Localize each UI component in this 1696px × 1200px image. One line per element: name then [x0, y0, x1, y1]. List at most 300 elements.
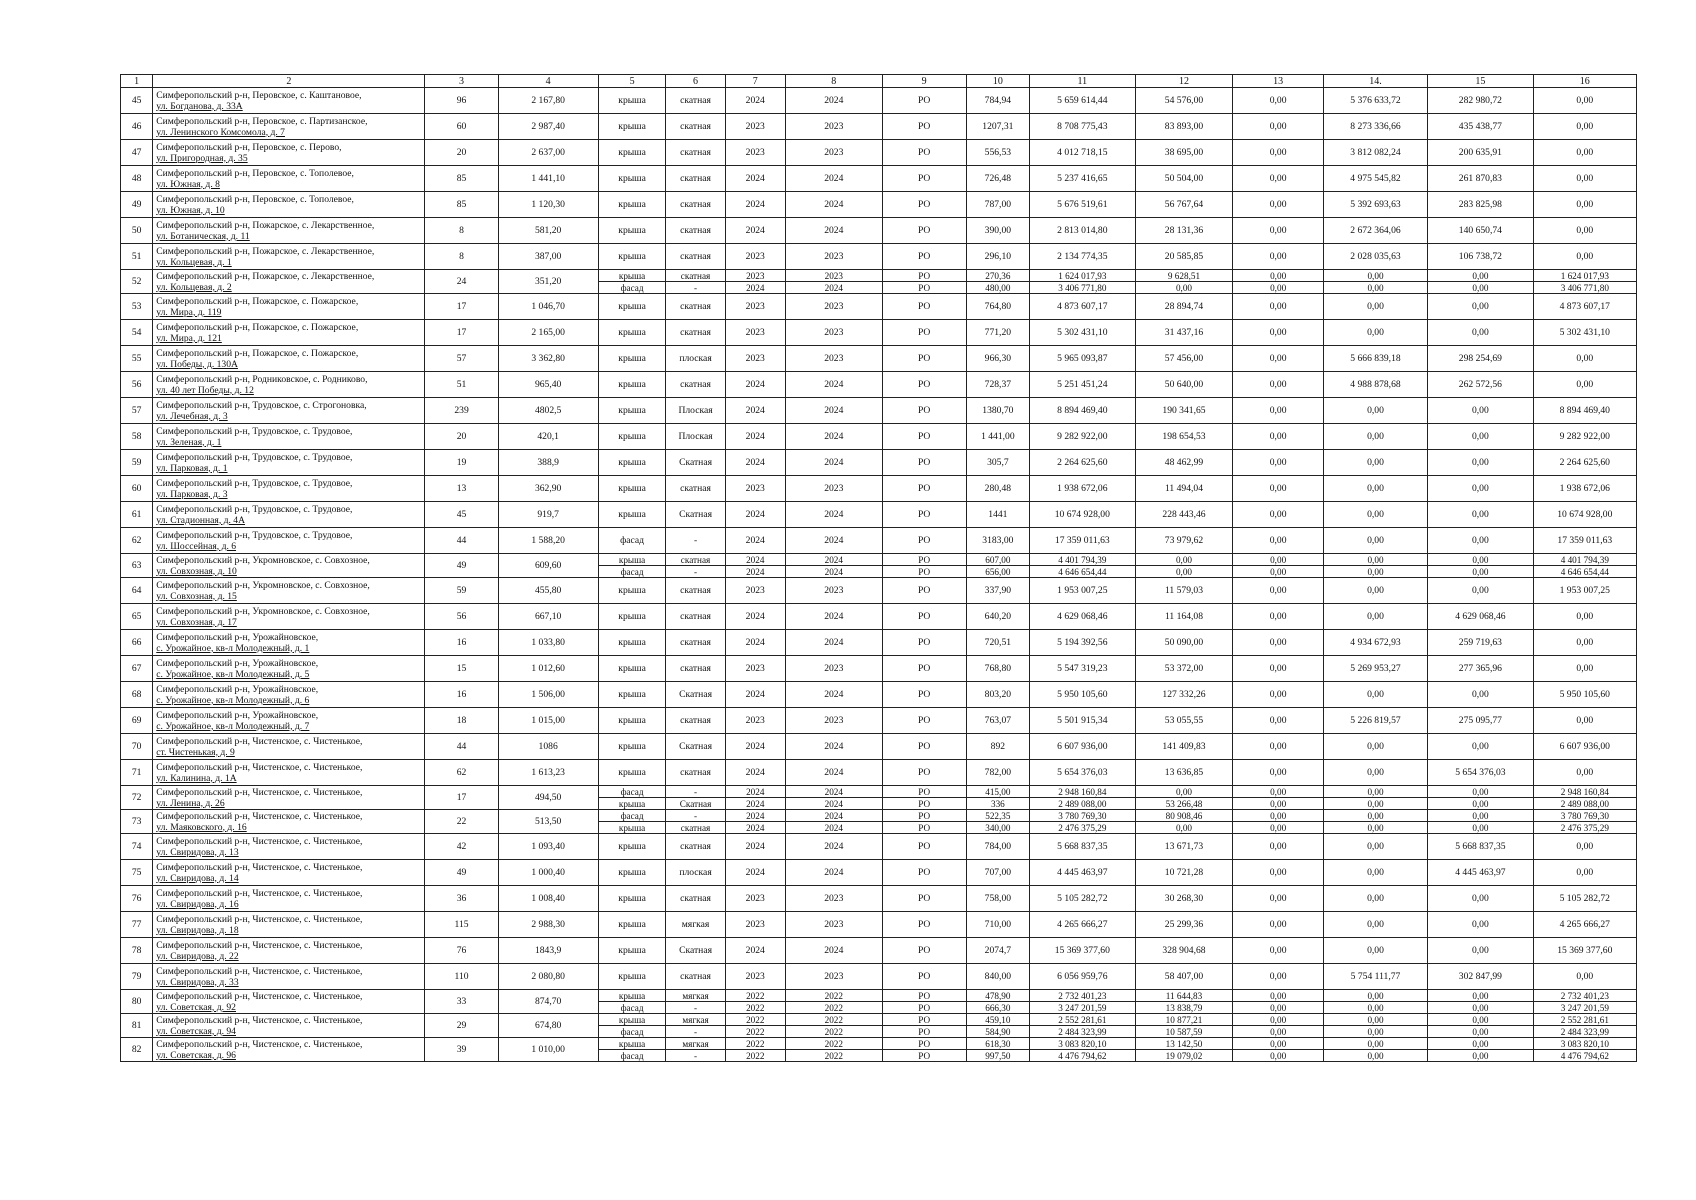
start-year-cell: 2024: [725, 810, 785, 822]
row-number-cell: 59: [121, 450, 153, 476]
table-row: [121, 192, 1637, 218]
col15-cell: 0,00: [1428, 886, 1533, 912]
table-row: [121, 630, 1637, 656]
col14-cell: 0,00: [1323, 798, 1427, 810]
col15-cell: 0,00: [1428, 282, 1533, 294]
residents-cell: 17: [425, 786, 498, 810]
column-header-16: 16: [1533, 75, 1636, 88]
element-cell: фасад: [598, 1002, 666, 1014]
total-cost-cell: 6 056 959,76: [1030, 964, 1135, 990]
element-cell: крыша: [598, 554, 666, 566]
col15-cell: 0,00: [1428, 912, 1533, 938]
roof-type-cell: скатная: [666, 834, 725, 860]
method-cell: РО: [882, 270, 966, 282]
residents-cell: 39: [425, 1038, 498, 1062]
col13-cell: 0,00: [1233, 346, 1323, 372]
start-year-cell: 2024: [725, 424, 785, 450]
col15-cell: 259 719,63: [1428, 630, 1533, 656]
total-cost-cell: 2 476 375,29: [1030, 822, 1135, 834]
address-line-2: ул. Совхозная, д. 15: [156, 590, 237, 602]
residents-cell: 8: [425, 218, 498, 244]
area-cell: 4802,5: [498, 398, 598, 424]
col12-cell: 28 894,74: [1135, 294, 1233, 320]
method-cell: РО: [882, 708, 966, 734]
col16-cell: 2 732 401,23: [1533, 990, 1636, 1002]
address-cell: [153, 476, 425, 502]
col13-cell: 0,00: [1233, 734, 1323, 760]
start-year-cell: 2022: [725, 1038, 785, 1050]
col12-cell: 10 587,59: [1135, 1026, 1233, 1038]
residents-cell: 16: [425, 630, 498, 656]
col14-cell: 2 672 364,06: [1323, 218, 1427, 244]
element-cell: крыша: [598, 346, 666, 372]
method-cell: РО: [882, 682, 966, 708]
address-line-1: Симферопольский р-н, Трудовское, с. Строгоновка,: [156, 399, 367, 411]
volume-cell: 2074,7: [966, 938, 1029, 964]
total-cost-cell: 8 708 775,43: [1030, 114, 1135, 140]
address-line-1: Симферопольский р-н, Трудовское, с. Трудовое,: [156, 529, 353, 541]
end-year-cell: 2023: [785, 656, 882, 682]
col16-cell: 17 359 011,63: [1533, 528, 1636, 554]
volume-cell: 784,94: [966, 88, 1029, 114]
end-year-cell: 2024: [785, 372, 882, 398]
method-cell: РО: [882, 964, 966, 990]
column-header-7: 7: [725, 75, 785, 88]
area-cell: 1 010,00: [498, 1038, 598, 1062]
col16-cell: 1 953 007,25: [1533, 578, 1636, 604]
residents-cell: 110: [425, 964, 498, 990]
total-cost-cell: 5 547 319,23: [1030, 656, 1135, 682]
element-cell: крыша: [598, 88, 666, 114]
total-cost-cell: 2 552 281,61: [1030, 1014, 1135, 1026]
col12-cell: 13 838,79: [1135, 1002, 1233, 1014]
col14-cell: 0,00: [1323, 1026, 1427, 1038]
total-cost-cell: 2 264 625,60: [1030, 450, 1135, 476]
end-year-cell: 2024: [785, 630, 882, 656]
roof-type-cell: Скатная: [666, 734, 725, 760]
residents-cell: 15: [425, 656, 498, 682]
col16-cell: 0,00: [1533, 88, 1636, 114]
area-cell: 3 362,80: [498, 346, 598, 372]
volume-cell: 720,51: [966, 630, 1029, 656]
roof-type-cell: Скатная: [666, 682, 725, 708]
address-cell: [153, 554, 425, 578]
col14-cell: 8 273 336,66: [1323, 114, 1427, 140]
volume-cell: 478,90: [966, 990, 1029, 1002]
address-cell: [153, 708, 425, 734]
address-line-1: Симферопольский р-н, Пожарское, с. Лекарственное,: [156, 219, 375, 231]
method-cell: РО: [882, 1014, 966, 1026]
col14-cell: 0,00: [1323, 424, 1427, 450]
area-cell: 351,20: [498, 270, 598, 294]
element-cell: крыша: [598, 656, 666, 682]
roof-type-cell: скатная: [666, 140, 725, 166]
element-cell: крыша: [598, 320, 666, 346]
element-cell: крыша: [598, 822, 666, 834]
area-cell: 1 506,00: [498, 682, 598, 708]
col12-cell: 0,00: [1135, 786, 1233, 798]
area-cell: 388,9: [498, 450, 598, 476]
method-cell: РО: [882, 424, 966, 450]
row-number-cell: 78: [121, 938, 153, 964]
col12-cell: 25 299,36: [1135, 912, 1233, 938]
element-cell: крыша: [598, 450, 666, 476]
roof-type-cell: Плоская: [666, 424, 725, 450]
total-cost-cell: 8 894 469,40: [1030, 398, 1135, 424]
address-line-2: с. Урожайное, кв-л Молодежный, д. 6: [156, 694, 310, 706]
area-cell: 2 167,80: [498, 88, 598, 114]
end-year-cell: 2022: [785, 1026, 882, 1038]
table-row: [121, 708, 1637, 734]
address-cell: [153, 860, 425, 886]
address-line-2: ул. Совхозная, д. 10: [156, 565, 237, 577]
address-cell: [153, 270, 425, 294]
col15-cell: 0,00: [1428, 1002, 1533, 1014]
method-cell: РО: [882, 578, 966, 604]
address-line-2: ул. Свиридова, д. 18: [156, 924, 239, 936]
start-year-cell: 2023: [725, 886, 785, 912]
col12-cell: 50 640,00: [1135, 372, 1233, 398]
address-line-1: Симферопольский р-н, Урожайновское,: [156, 631, 319, 643]
col13-cell: 0,00: [1233, 218, 1323, 244]
end-year-cell: 2024: [785, 166, 882, 192]
table-row: [121, 1014, 1637, 1026]
address-line-2: ст. Чистенькая, д. 9: [156, 746, 235, 758]
row-number-cell: 58: [121, 424, 153, 450]
element-cell: крыша: [598, 708, 666, 734]
element-cell: крыша: [598, 192, 666, 218]
col12-cell: 328 904,68: [1135, 938, 1233, 964]
col12-cell: 20 585,85: [1135, 244, 1233, 270]
col14-cell: 0,00: [1323, 1002, 1427, 1014]
address-cell: [153, 786, 425, 810]
address-line-2: ул. Мира, д. 119: [156, 306, 222, 318]
end-year-cell: 2022: [785, 1002, 882, 1014]
address-cell: [153, 88, 425, 114]
col14-cell: 0,00: [1323, 578, 1427, 604]
address-cell: [153, 630, 425, 656]
start-year-cell: 2022: [725, 1050, 785, 1062]
volume-cell: 270,36: [966, 270, 1029, 282]
residents-cell: 49: [425, 860, 498, 886]
row-number-cell: 67: [121, 656, 153, 682]
element-cell: крыша: [598, 630, 666, 656]
roof-type-cell: -: [666, 1026, 725, 1038]
roof-type-cell: скатная: [666, 578, 725, 604]
table-row: [121, 912, 1637, 938]
volume-cell: 997,50: [966, 1050, 1029, 1062]
address-cell: [153, 578, 425, 604]
row-number-cell: 76: [121, 886, 153, 912]
total-cost-cell: 4 629 068,46: [1030, 604, 1135, 630]
start-year-cell: 2022: [725, 1026, 785, 1038]
residents-cell: 62: [425, 760, 498, 786]
row-number-cell: 53: [121, 294, 153, 320]
total-cost-cell: 2 484 323,99: [1030, 1026, 1135, 1038]
col15-cell: 282 980,72: [1428, 88, 1533, 114]
col14-cell: 0,00: [1323, 834, 1427, 860]
residents-cell: 24: [425, 270, 498, 294]
method-cell: РО: [882, 938, 966, 964]
start-year-cell: 2023: [725, 294, 785, 320]
col15-cell: 0,00: [1428, 320, 1533, 346]
roof-type-cell: мягкая: [666, 1014, 725, 1026]
element-cell: крыша: [598, 990, 666, 1002]
capital-repair-table: [120, 74, 1637, 1062]
col14-cell: 0,00: [1323, 886, 1427, 912]
start-year-cell: 2024: [725, 734, 785, 760]
start-year-cell: 2024: [725, 554, 785, 566]
column-header-1: 1: [121, 75, 153, 88]
address-line-2: ул. Мира, д. 121: [156, 332, 222, 344]
address-line-2: ул. Свиридова, д. 22: [156, 950, 239, 962]
residents-cell: 22: [425, 810, 498, 834]
col13-cell: 0,00: [1233, 114, 1323, 140]
end-year-cell: 2024: [785, 554, 882, 566]
col13-cell: 0,00: [1233, 476, 1323, 502]
col16-cell: 0,00: [1533, 834, 1636, 860]
element-cell: крыша: [598, 270, 666, 282]
col16-cell: 9 282 922,00: [1533, 424, 1636, 450]
col16-cell: 5 950 105,60: [1533, 682, 1636, 708]
start-year-cell: 2024: [725, 192, 785, 218]
address-cell: [153, 372, 425, 398]
row-number-cell: 62: [121, 528, 153, 554]
roof-type-cell: скатная: [666, 88, 725, 114]
method-cell: РО: [882, 140, 966, 166]
method-cell: РО: [882, 1026, 966, 1038]
col13-cell: 0,00: [1233, 990, 1323, 1002]
end-year-cell: 2024: [785, 760, 882, 786]
method-cell: РО: [882, 630, 966, 656]
col15-cell: 0,00: [1428, 1014, 1533, 1026]
address-cell: [153, 114, 425, 140]
residents-cell: 36: [425, 886, 498, 912]
roof-type-cell: Скатная: [666, 450, 725, 476]
volume-cell: 726,48: [966, 166, 1029, 192]
address-line-1: Симферопольский р-н, Укромновское, с. Совхозное,: [156, 605, 370, 617]
address-line-1: Симферопольский р-н, Урожайновское,: [156, 683, 319, 695]
end-year-cell: 2023: [785, 912, 882, 938]
volume-cell: 337,90: [966, 578, 1029, 604]
roof-type-cell: скатная: [666, 760, 725, 786]
col15-cell: 0,00: [1428, 554, 1533, 566]
column-header-3: 3: [425, 75, 498, 88]
address-line-2: ул. Кольцевая, д. 2: [156, 281, 232, 293]
volume-cell: 666,30: [966, 1002, 1029, 1014]
col13-cell: 0,00: [1233, 708, 1323, 734]
row-number-cell: 48: [121, 166, 153, 192]
roof-type-cell: скатная: [666, 166, 725, 192]
column-header-2: 2: [153, 75, 425, 88]
row-number-cell: 56: [121, 372, 153, 398]
col14-cell: 0,00: [1323, 1050, 1427, 1062]
roof-type-cell: скатная: [666, 886, 725, 912]
address-cell: [153, 244, 425, 270]
col13-cell: 0,00: [1233, 282, 1323, 294]
end-year-cell: 2023: [785, 708, 882, 734]
address-line-2: ул. Ленина, д. 26: [156, 797, 225, 809]
col16-cell: 0,00: [1533, 656, 1636, 682]
table-row: [121, 218, 1637, 244]
residents-cell: 239: [425, 398, 498, 424]
roof-type-cell: скатная: [666, 294, 725, 320]
roof-type-cell: скатная: [666, 218, 725, 244]
method-cell: РО: [882, 604, 966, 630]
address-line-2: ул. Ленинского Комсомола, д. 7: [156, 126, 285, 138]
col16-cell: 4 401 794,39: [1533, 554, 1636, 566]
col15-cell: 0,00: [1428, 578, 1533, 604]
col14-cell: 3 812 082,24: [1323, 140, 1427, 166]
roof-type-cell: -: [666, 1002, 725, 1014]
address-line-1: Симферопольский р-н, Урожайновское,: [156, 709, 319, 721]
col12-cell: 53 266,48: [1135, 798, 1233, 810]
volume-cell: 3183,00: [966, 528, 1029, 554]
row-number-cell: 45: [121, 88, 153, 114]
col13-cell: 0,00: [1233, 656, 1323, 682]
col15-cell: 275 095,77: [1428, 708, 1533, 734]
col13-cell: 0,00: [1233, 912, 1323, 938]
volume-cell: 1380,70: [966, 398, 1029, 424]
end-year-cell: 2024: [785, 734, 882, 760]
col16-cell: 0,00: [1533, 346, 1636, 372]
volume-cell: 390,00: [966, 218, 1029, 244]
method-cell: РО: [882, 372, 966, 398]
col16-cell: 15 369 377,60: [1533, 938, 1636, 964]
volume-cell: 296,10: [966, 244, 1029, 270]
table-row: [121, 810, 1637, 822]
col14-cell: 5 666 839,18: [1323, 346, 1427, 372]
method-cell: РО: [882, 786, 966, 798]
col13-cell: 0,00: [1233, 834, 1323, 860]
row-number-cell: 57: [121, 398, 153, 424]
address-line-2: ул. Лечебная, д. 3: [156, 410, 228, 422]
area-cell: 362,90: [498, 476, 598, 502]
element-cell: фасад: [598, 786, 666, 798]
residents-cell: 85: [425, 192, 498, 218]
col12-cell: 11 164,08: [1135, 604, 1233, 630]
total-cost-cell: 5 965 093,87: [1030, 346, 1135, 372]
total-cost-cell: 5 302 431,10: [1030, 320, 1135, 346]
roof-type-cell: скатная: [666, 114, 725, 140]
start-year-cell: 2024: [725, 88, 785, 114]
roof-type-cell: плоская: [666, 860, 725, 886]
col15-cell: 5 654 376,03: [1428, 760, 1533, 786]
address-cell: [153, 734, 425, 760]
col13-cell: 0,00: [1233, 578, 1323, 604]
address-cell: [153, 604, 425, 630]
address-line-2: с. Урожайное, кв-л Молодежный, д. 5: [156, 668, 310, 680]
col15-cell: 4 629 068,46: [1428, 604, 1533, 630]
column-header-4: 4: [498, 75, 598, 88]
col15-cell: 0,00: [1428, 1026, 1533, 1038]
col14-cell: 0,00: [1323, 810, 1427, 822]
roof-type-cell: -: [666, 566, 725, 578]
address-line-1: Симферопольский р-н, Перовское, с. Тополевое,: [156, 193, 354, 205]
address-line-1: Симферопольский р-н, Трудовское, с. Трудовое,: [156, 477, 353, 489]
col15-cell: 0,00: [1428, 528, 1533, 554]
address-cell: [153, 886, 425, 912]
col12-cell: 0,00: [1135, 566, 1233, 578]
table-row: [121, 734, 1637, 760]
col15-cell: 140 650,74: [1428, 218, 1533, 244]
col14-cell: 0,00: [1323, 566, 1427, 578]
col13-cell: 0,00: [1233, 140, 1323, 166]
table-row: [121, 834, 1637, 860]
residents-cell: 20: [425, 140, 498, 166]
col12-cell: 30 268,30: [1135, 886, 1233, 912]
total-cost-cell: 5 950 105,60: [1030, 682, 1135, 708]
address-line-1: Симферопольский р-н, Перовское, с. Каштановое,: [156, 89, 362, 101]
col16-cell: 5 302 431,10: [1533, 320, 1636, 346]
volume-cell: 640,20: [966, 604, 1029, 630]
col12-cell: 198 654,53: [1135, 424, 1233, 450]
end-year-cell: 2024: [785, 810, 882, 822]
end-year-cell: 2024: [785, 822, 882, 834]
element-cell: фасад: [598, 528, 666, 554]
address-cell: [153, 964, 425, 990]
roof-type-cell: -: [666, 528, 725, 554]
element-cell: крыша: [598, 476, 666, 502]
col16-cell: 5 105 282,72: [1533, 886, 1636, 912]
column-header-5: 5: [598, 75, 666, 88]
address-line-1: Симферопольский р-н, Чистенское, с. Чистенькое,: [156, 861, 363, 873]
table-row: [121, 682, 1637, 708]
address-cell: [153, 140, 425, 166]
col15-cell: 0,00: [1428, 786, 1533, 798]
col15-cell: 277 365,96: [1428, 656, 1533, 682]
volume-cell: 1207,31: [966, 114, 1029, 140]
col13-cell: 0,00: [1233, 192, 1323, 218]
end-year-cell: 2024: [785, 528, 882, 554]
address-cell: [153, 166, 425, 192]
col16-cell: 2 489 088,00: [1533, 798, 1636, 810]
row-number-cell: 72: [121, 786, 153, 810]
volume-cell: 768,80: [966, 656, 1029, 682]
address-line-1: Симферопольский р-н, Чистенское, с. Чистенькое,: [156, 939, 363, 951]
col14-cell: 0,00: [1323, 938, 1427, 964]
column-number-header-row: [121, 75, 1637, 88]
area-cell: 1086: [498, 734, 598, 760]
col15-cell: 0,00: [1428, 1038, 1533, 1050]
method-cell: РО: [882, 834, 966, 860]
residents-cell: 45: [425, 502, 498, 528]
col16-cell: 6 607 936,00: [1533, 734, 1636, 760]
row-number-cell: 75: [121, 860, 153, 886]
column-header-8: 8: [785, 75, 882, 88]
col12-cell: 73 979,62: [1135, 528, 1233, 554]
col14-cell: 0,00: [1323, 476, 1427, 502]
col16-cell: 2 476 375,29: [1533, 822, 1636, 834]
column-header-13: 13: [1233, 75, 1323, 88]
method-cell: РО: [882, 244, 966, 270]
col16-cell: 4 476 794,62: [1533, 1050, 1636, 1062]
start-year-cell: 2023: [725, 320, 785, 346]
roof-type-cell: скатная: [666, 604, 725, 630]
col14-cell: 0,00: [1323, 760, 1427, 786]
col14-cell: 0,00: [1323, 398, 1427, 424]
residents-cell: 115: [425, 912, 498, 938]
address-line-1: Симферопольский р-н, Пожарское, с. Лекарственное,: [156, 245, 375, 257]
residents-cell: 51: [425, 372, 498, 398]
address-line-1: Симферопольский р-н, Трудовское, с. Трудовое,: [156, 451, 353, 463]
row-number-cell: 69: [121, 708, 153, 734]
column-header-15: 15: [1428, 75, 1533, 88]
volume-cell: 763,07: [966, 708, 1029, 734]
element-cell: крыша: [598, 964, 666, 990]
col13-cell: 0,00: [1233, 1014, 1323, 1026]
col14-cell: 0,00: [1323, 1014, 1427, 1026]
